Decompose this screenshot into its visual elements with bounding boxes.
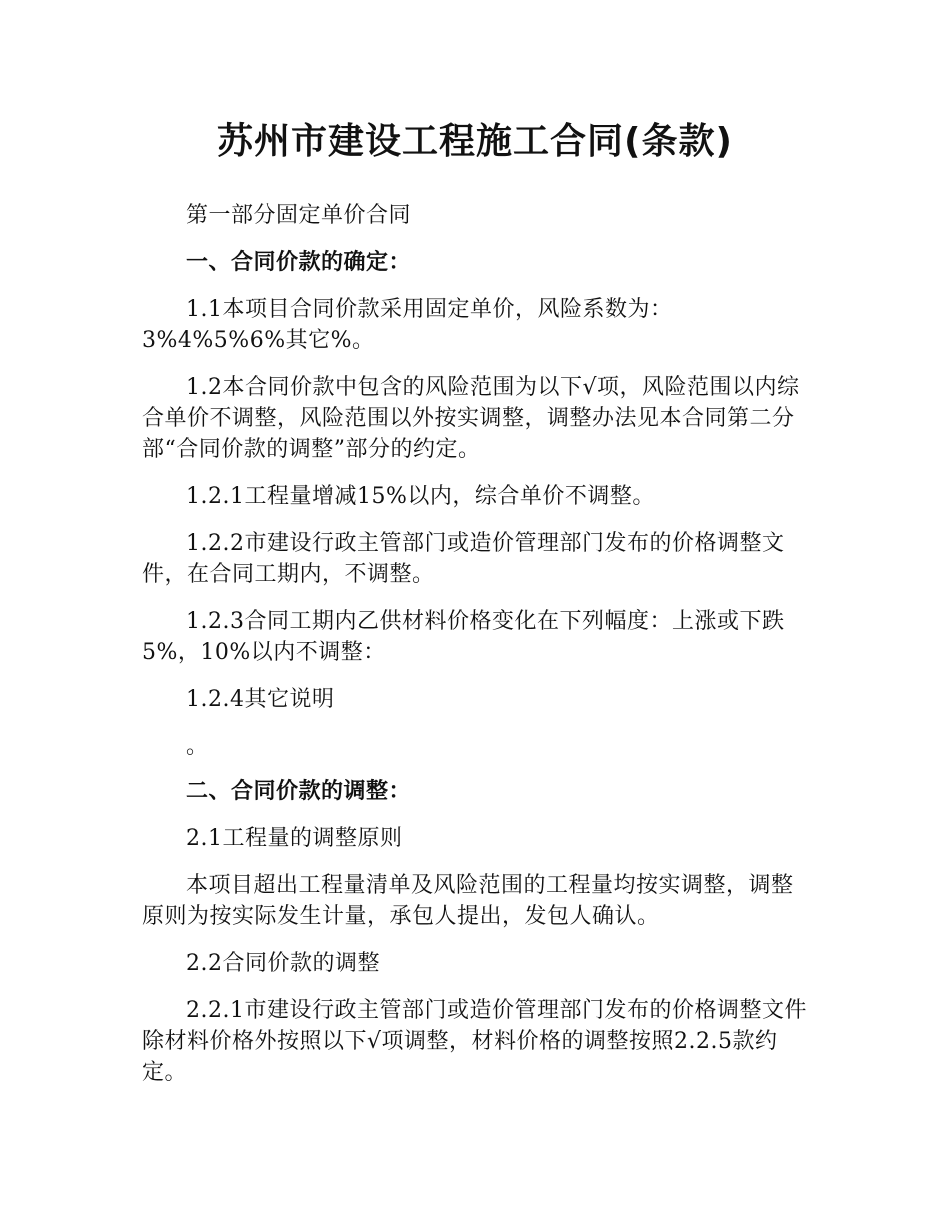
document-body — [142, 200, 812, 1104]
clause-1-2: 1.2本合同价款中包含的风险范围为以下√项，风险范围以内综合单价不调整，风险范围以外按实调整，调整办法见本合同第二分部“合同价款的调整”部分的约定。 — [142, 375, 800, 462]
part-one-title: 第一部分固定单价合同 — [186, 203, 412, 228]
clause-1-2-4: 1.2.4其它说明 — [186, 687, 335, 712]
clause-2-2-1: 2.2.1市建设行政主管部门或造价管理部门发布的价格调整文件除材料价格外按照以下√项调整，材料价格的调整按照2.2.5款约定。 — [142, 998, 807, 1085]
clause-1-2-1: 1.2.1工程量增减15%以内，综合单价不调整。 — [186, 484, 655, 509]
section-two-heading: 二、合同价款的调整： — [186, 779, 412, 804]
clause-1-2-2: 1.2.2市建设行政主管部门或造价管理部门发布的价格调整文件，在合同工期内，不调整。 — [142, 531, 785, 587]
clause-2-1-text: 本项目超出工程量清单及风险范围的工程量均按实调整，调整原则为按实际发生计量，承包人提出，发包人确认。 — [142, 873, 794, 929]
clause-2-1: 2.1工程量的调整原则 — [186, 826, 403, 851]
clause-2-2: 2.2合同价款的调整 — [186, 951, 380, 976]
clause-1-2-3: 1.2.3合同工期内乙供材料价格变化在下列幅度：上涨或下跌5%，10%以内不调整： — [142, 609, 785, 665]
clause-1-1: 1.1本项目合同价款采用固定单价，风险系数为：3%4%5%6%其它%。 — [142, 297, 673, 353]
document-title: 苏州市建设工程施工合同(条款) — [217, 121, 733, 162]
clause-1-2-4-blank: 。 — [186, 734, 209, 759]
section-one-heading: 一、合同价款的确定： — [186, 250, 412, 275]
